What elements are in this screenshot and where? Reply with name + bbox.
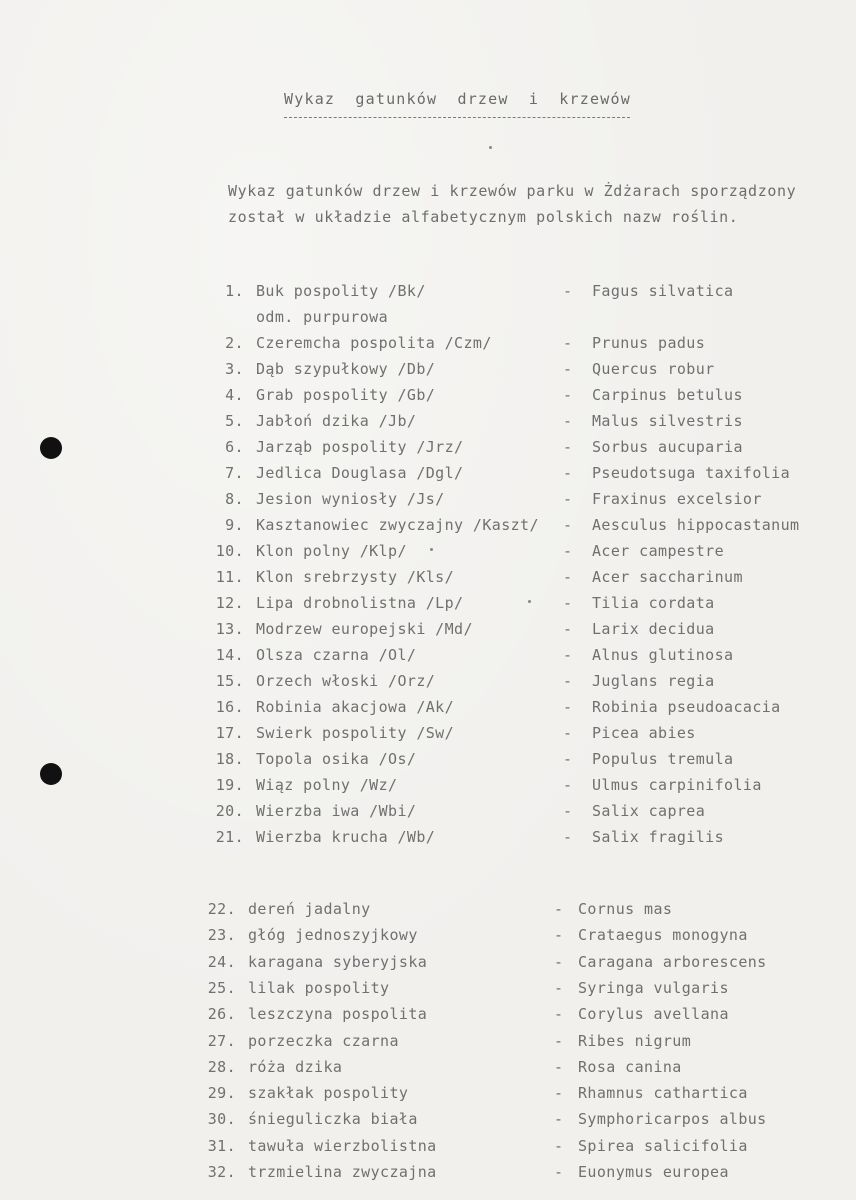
- shrub-row: [0, 1030, 856, 1052]
- item-number: 14.: [215, 646, 244, 664]
- item-number: 26.: [207, 1005, 236, 1024]
- separator-dash: -: [554, 1057, 564, 1076]
- polish-name: Jarząb pospolity /Jrz/: [256, 438, 464, 456]
- latin-name: Alnus glutinosa: [592, 646, 734, 664]
- item-number: 28.: [207, 1057, 236, 1076]
- latin-name: Picea abies: [592, 724, 696, 742]
- latin-name: Corylus avellana: [578, 1005, 729, 1024]
- latin-name: Crataegus monogyna: [578, 926, 748, 945]
- polish-name: szakłak pospolity: [248, 1084, 409, 1103]
- latin-name: Cornus mas: [578, 900, 673, 918]
- separator-dash: -: [554, 1084, 564, 1103]
- tree-row: [0, 696, 856, 718]
- shrub-row: [0, 924, 856, 946]
- polish-name: Jabłoń dzika /Jb/: [256, 412, 417, 430]
- separator-dash: -: [563, 282, 573, 300]
- item-number: 25.: [207, 978, 236, 997]
- polish-name: karagana syberyjska: [248, 952, 428, 971]
- latin-name: Rosa canina: [578, 1057, 682, 1076]
- tree-row: [0, 280, 856, 302]
- latin-name: Prunus padus: [592, 334, 706, 352]
- separator-dash: -: [563, 750, 573, 768]
- polish-name: Swierk pospolity /Sw/: [256, 724, 455, 742]
- latin-name: Rhamnus cathartica: [578, 1084, 748, 1103]
- separator-dash: -: [563, 620, 573, 638]
- polish-name: róża dzika: [248, 1057, 343, 1076]
- separator-dash: -: [563, 594, 573, 612]
- item-number: 12.: [215, 594, 244, 612]
- item-number: 24.: [207, 952, 236, 971]
- latin-name: Symphoricarpos albus: [578, 1110, 767, 1129]
- tree-row: [0, 566, 856, 588]
- separator-dash: -: [554, 952, 564, 971]
- item-number: 22.: [207, 900, 236, 918]
- separator-dash: -: [554, 926, 564, 945]
- polish-name: Dąb szypułkowy /Db/: [256, 360, 436, 378]
- latin-name: Populus tremula: [592, 750, 734, 768]
- polish-name: Topola osika /Os/: [256, 750, 417, 768]
- separator-dash: -: [563, 490, 573, 508]
- item-number: 2.: [225, 334, 244, 352]
- separator-dash: -: [563, 672, 573, 690]
- separator-dash: -: [554, 978, 564, 997]
- latin-name: Fagus silvatica: [592, 282, 734, 300]
- latin-name: Acer campestre: [592, 542, 725, 560]
- polish-name: Buk pospolity /Bk/: [256, 282, 426, 300]
- polish-name: Czeremcha pospolita /Czm/: [256, 334, 492, 352]
- polish-name: tawuła wierzbolistna: [248, 1136, 437, 1155]
- tree-row: [0, 332, 856, 354]
- polish-name: dereń jadalny: [248, 900, 371, 918]
- item-number: 30.: [207, 1110, 236, 1129]
- tree-row: [0, 488, 856, 510]
- item-number: 9.: [225, 516, 244, 534]
- separator-dash: -: [563, 542, 573, 560]
- item-number: 27.: [207, 1031, 236, 1050]
- polish-name: Wiąz polny /Wz/: [256, 776, 398, 794]
- latin-name: Ribes nigrum: [578, 1031, 692, 1050]
- separator-dash: -: [563, 828, 573, 846]
- latin-name: Caragana arborescens: [578, 952, 767, 971]
- intro-paragraph: [228, 178, 796, 230]
- separator-dash: -: [563, 724, 573, 742]
- polish-name: porzeczka czarna: [248, 1031, 399, 1050]
- separator-dash: -: [554, 1005, 564, 1024]
- latin-name: Quercus robur: [592, 360, 715, 378]
- polish-name: Orzech włoski /Orz/: [256, 672, 436, 690]
- item-number: 7.: [225, 464, 244, 482]
- separator-dash: -: [563, 698, 573, 716]
- item-number: 16.: [215, 698, 244, 716]
- polish-name: Grab pospolity /Gb/: [256, 386, 436, 404]
- polish-name: Wierzba krucha /Wb/: [256, 828, 436, 846]
- intro-line-2: został w układzie alfabetycznym polskich nazw roślin.: [228, 208, 739, 226]
- tree-row: [0, 592, 856, 614]
- separator-dash: -: [563, 464, 573, 482]
- latin-name: Carpinus betulus: [592, 386, 743, 404]
- latin-name: Spirea salicifolia: [578, 1136, 748, 1155]
- polish-name: Jesion wyniosły /Js/: [256, 490, 445, 508]
- separator-dash: -: [563, 802, 573, 820]
- tree-row: [0, 800, 856, 822]
- tree-row: [0, 514, 856, 536]
- item-number: 17.: [215, 724, 244, 742]
- item-number: 21.: [215, 828, 244, 846]
- item-number: 1.: [225, 282, 244, 300]
- item-number: 6.: [225, 438, 244, 456]
- latin-name: Acer saccharinum: [592, 568, 743, 586]
- polish-name: Olsza czarna /Ol/: [256, 646, 417, 664]
- latin-name: Fraxinus excelsior: [592, 490, 762, 508]
- shrub-row: [0, 1056, 856, 1078]
- shrub-row: [0, 898, 856, 920]
- separator-dash: -: [563, 568, 573, 586]
- polish-name: Lipa drobnolistna /Lp/: [256, 594, 464, 612]
- separator-dash: -: [563, 438, 573, 456]
- latin-name: Euonymus europea: [578, 1163, 729, 1181]
- paper-speck: [489, 146, 492, 149]
- latin-name: Aesculus hippocastanum: [592, 516, 800, 534]
- latin-name: Robinia pseudoacacia: [592, 698, 781, 716]
- tree-row: [0, 774, 856, 796]
- tree-row: [0, 410, 856, 432]
- latin-name: Salix fragilis: [592, 828, 725, 846]
- tree-row: [0, 722, 856, 744]
- separator-dash: -: [563, 386, 573, 404]
- tree-row: [0, 618, 856, 640]
- item-number: 8.: [225, 490, 244, 508]
- latin-name: Malus silvestris: [592, 412, 743, 430]
- tree-row: [0, 644, 856, 666]
- shrub-row: [0, 1108, 856, 1130]
- tree-row: [0, 826, 856, 848]
- latin-name: Ulmus carpinifolia: [592, 776, 762, 794]
- title-underline: [284, 117, 630, 118]
- latin-name: Pseudotsuga taxifolia: [592, 464, 791, 482]
- item-number: 11.: [215, 568, 244, 586]
- shrub-row: [0, 1003, 856, 1025]
- polish-name: leszczyna pospolita: [248, 1005, 428, 1024]
- item-number: 18.: [215, 750, 244, 768]
- polish-name: trzmielina zwyczajna: [248, 1163, 437, 1181]
- polish-name: śnieguliczka biała: [248, 1110, 418, 1129]
- shrub-row: [0, 1082, 856, 1104]
- tree-row: [0, 670, 856, 692]
- separator-dash: -: [554, 1031, 564, 1050]
- polish-name: Robinia akacjowa /Ak/: [256, 698, 455, 716]
- tree-row: [0, 748, 856, 770]
- shrub-row: [0, 1161, 856, 1183]
- polish-name: Kasztanowiec zwyczajny /Kaszt/: [256, 516, 539, 534]
- polish-name: Wierzba iwa /Wbi/: [256, 802, 417, 820]
- tree-row: [0, 540, 856, 562]
- paper-speck: [430, 548, 433, 551]
- latin-name: Sorbus aucuparia: [592, 438, 743, 456]
- separator-dash: -: [563, 516, 573, 534]
- polish-name: Klon polny /Klp/: [256, 542, 407, 560]
- separator-dash: -: [554, 1136, 564, 1155]
- tree-row: [0, 436, 856, 458]
- item-number: 13.: [215, 620, 244, 638]
- item-number: 23.: [207, 926, 236, 945]
- polish-name: głóg jednoszyjkowy: [248, 926, 418, 945]
- tree-row: [0, 358, 856, 380]
- shrub-row: [0, 951, 856, 973]
- polish-name: Klon srebrzysty /Kls/: [256, 568, 455, 586]
- item-number: 19.: [215, 776, 244, 794]
- tree-row: [0, 384, 856, 406]
- separator-dash: -: [554, 1110, 564, 1129]
- item-number: 20.: [215, 802, 244, 820]
- intro-line-1: Wykaz gatunków drzew i krzewów parku w Żdżarach sporządzony: [228, 182, 797, 200]
- item-number: 5.: [225, 412, 244, 430]
- polish-name-variant: odm. purpurowa: [256, 308, 389, 326]
- paper-speck: [528, 600, 531, 603]
- item-number: 29.: [207, 1084, 236, 1103]
- tree-row: [0, 462, 856, 484]
- separator-dash: -: [563, 360, 573, 378]
- separator-dash: -: [563, 776, 573, 794]
- latin-name: Salix caprea: [592, 802, 706, 820]
- separator-dash: -: [554, 900, 564, 918]
- item-number: 3.: [225, 360, 244, 378]
- separator-dash: -: [563, 412, 573, 430]
- latin-name: Larix decidua: [592, 620, 715, 638]
- item-number: 4.: [225, 386, 244, 404]
- item-number: 31.: [207, 1136, 236, 1155]
- latin-name: Tilia cordata: [592, 594, 715, 612]
- item-number: 32.: [207, 1163, 236, 1181]
- latin-name: Syringa vulgaris: [578, 978, 729, 997]
- polish-name: Modrzew europejski /Md/: [256, 620, 473, 638]
- shrub-row: [0, 977, 856, 999]
- latin-name: Juglans regia: [592, 672, 715, 690]
- separator-dash: -: [554, 1163, 564, 1181]
- item-number: 15.: [215, 672, 244, 690]
- polish-name: lilak pospolity: [248, 978, 390, 997]
- item-number: 10.: [215, 542, 244, 560]
- document-title: Wykaz gatunków drzew i krzewów: [284, 90, 631, 108]
- polish-name: Jedlica Douglasa /Dgl/: [256, 464, 464, 482]
- separator-dash: -: [563, 646, 573, 664]
- separator-dash: -: [563, 334, 573, 352]
- shrub-row: [0, 1135, 856, 1157]
